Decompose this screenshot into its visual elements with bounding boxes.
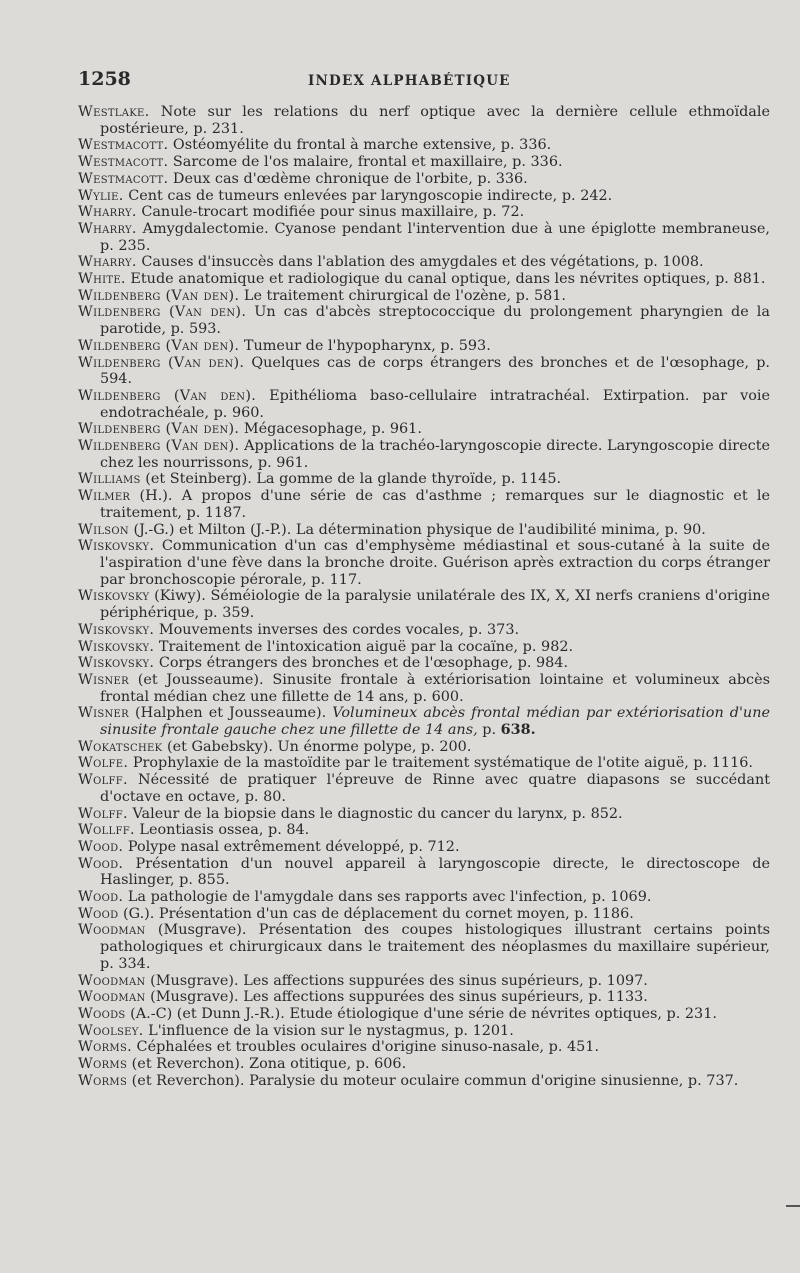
index-entry xyxy=(78,772,770,805)
author-name: White. xyxy=(78,271,126,288)
index-entry xyxy=(78,154,770,171)
entry-text: Valeur de la biopsie dans le diagnostic du cancer du larynx, p. 852. xyxy=(127,805,623,822)
author-name: Wildenberg (Van den). xyxy=(78,421,240,438)
index-entry xyxy=(78,989,770,1006)
index-entry xyxy=(78,672,770,705)
author-name: Woodman xyxy=(78,989,146,1006)
index-entry xyxy=(78,271,770,288)
entry-text: Prophylaxie de la mastoïdite par le traitement systématique de l'otite aiguë, p. 1116. xyxy=(128,755,753,772)
index-entry xyxy=(78,538,770,588)
entry-text: Deux cas d'œdème chronique de l'orbite, p. 336. xyxy=(168,170,528,187)
entry-italic-title: Volumineux abcès frontal médian par extériorisation d'une sinusite frontale gauche chez une fillette de 14 ans, xyxy=(100,705,770,739)
index-entry xyxy=(78,488,770,521)
index-entry xyxy=(78,739,770,756)
author-name: Woods xyxy=(78,1005,126,1022)
index-entry xyxy=(78,188,770,205)
entry-text: Note sur les relations du nerf optique avec la dernière cellule ethmoïdale postérieure, p. 231. xyxy=(100,104,770,137)
entry-text: (et Steinberg). La gomme de la glande thyroïde, p. 1145. xyxy=(140,471,562,488)
entry-text: Applications de la trachéo-laryngoscopie directe. Laryngoscopie directe chez les nourrissons, p. 961. xyxy=(100,438,770,471)
author-name: Wood. xyxy=(78,889,124,906)
entry-text: La pathologie de l'amygdale dans ses rapports avec l'infection, p. 1069. xyxy=(123,889,652,906)
entry-text: Leontiasis ossea, p. 84. xyxy=(134,822,310,839)
index-entry xyxy=(78,839,770,856)
author-name: Worms xyxy=(78,1056,128,1073)
author-name: Williams xyxy=(78,471,141,488)
entry-page-prefix: p. xyxy=(477,722,501,739)
author-name: Wildenberg (Van den). xyxy=(78,354,245,371)
author-name: Woodman xyxy=(78,972,146,989)
author-name: Woodman xyxy=(78,922,146,939)
author-name: Wharry. xyxy=(78,254,137,271)
entry-text: Causes d'insuccès dans l'ablation des amygdales et des végétations, p. 1008. xyxy=(136,254,704,271)
author-name: Wilmer xyxy=(78,488,131,505)
index-entry xyxy=(78,1039,770,1056)
index-entry xyxy=(78,755,770,772)
author-name: Wiskovsky. xyxy=(78,638,155,655)
author-name: Wildenberg (Van den). xyxy=(78,438,240,455)
entry-text: (Musgrave). Les affections suppurées des sinus supérieurs, p. 1097. xyxy=(145,972,648,989)
author-name: Wylie. xyxy=(78,187,124,204)
entry-text: Céphalées et troubles oculaires d'origine sinuso-nasale, p. 451. xyxy=(131,1039,600,1056)
entry-text: (Musgrave). Présentation des coupes histologiques illustrant certains points pathologiques et chirurgicaux dans le traitement des néoplasmes du maxillaire supérieur, p. 334. xyxy=(100,922,770,972)
index-entry xyxy=(78,355,770,388)
index-entry xyxy=(78,288,770,305)
index-entry xyxy=(78,822,770,839)
author-name: Wharry. xyxy=(78,204,137,221)
index-entry xyxy=(78,388,770,421)
index-entry xyxy=(78,1056,770,1073)
author-name: Wolff. xyxy=(78,805,128,822)
author-name: Wildenberg (Van den). xyxy=(78,304,247,321)
index-entries xyxy=(78,104,770,1089)
entry-page-number: 638. xyxy=(500,721,536,739)
entry-text: Le traitement chirurgical de l'ozène, p. 581. xyxy=(239,287,567,304)
index-entry xyxy=(78,1023,770,1040)
author-name: Worms. xyxy=(78,1039,132,1056)
author-name: Wilson xyxy=(78,521,129,538)
entry-text: Canule-trocart modifiée pour sinus maxillaire, p. 72. xyxy=(136,204,525,221)
entry-text: Mégacesophage, p. 961. xyxy=(239,421,422,438)
index-entry xyxy=(78,705,770,738)
author-name: Wokatschek xyxy=(78,738,163,755)
index-entry xyxy=(78,438,770,471)
entry-text: Ostéomyélite du frontal à marche extensive, p. 336. xyxy=(168,137,552,154)
index-entry xyxy=(78,471,770,488)
index-entry xyxy=(78,421,770,438)
entry-text: (J.-G.) et Milton (J.-P.). La détermination physique de l'audibilité minima, p. 90. xyxy=(128,521,706,538)
entry-text: Un cas d'abcès streptococcique du prolongement pharyngien de la parotide, p. 593. xyxy=(100,304,770,338)
entry-text: Nécessité de pratiquer l'épreuve de Rinne avec quatre diapasons se succédant d'octave en octave, p. 80. xyxy=(100,772,770,805)
entry-text: Amygdalectomie. Cyanose pendant l'intervention due à une épiglotte membraneuse, p. 235. xyxy=(100,220,770,254)
entry-text: (Halphen et Jousseaume). xyxy=(128,705,333,722)
entry-text: Traitement de l'intoxication aiguë par la cocaïne, p. 982. xyxy=(154,638,574,655)
author-name: Wisner xyxy=(78,705,129,722)
author-name: Wood. xyxy=(78,838,124,855)
entry-text: (et Reverchon). Paralysie du moteur oculaire commun d'origine sinusienne, p. 737. xyxy=(127,1072,739,1089)
running-title: INDEX ALPHABÉTIQUE xyxy=(308,73,511,89)
index-entry xyxy=(78,1006,770,1023)
entry-text: Présentation d'un nouvel appareil à laryngoscopie directe, le directoscope de Haslinger, p. 855. xyxy=(100,855,770,889)
author-name: Wisner xyxy=(78,671,129,688)
entry-text: Communication d'un cas d'emphysème médiastinal et sous-cutané à la suite de l'aspiration d'une fève dans la bronche droite. Guérison après extraction du corps étranger par bronchoscopie pérorale, p. 117. xyxy=(100,538,770,588)
author-name: Wharry. xyxy=(78,220,137,237)
index-entry xyxy=(78,588,770,621)
entry-text: Epithélioma baso-cellulaire intratrachéal. Extirpation. par voie endotrachéale, p. 960. xyxy=(100,387,770,421)
entry-text: Tumeur de l'hypopharynx, p. 593. xyxy=(239,337,491,354)
page-header xyxy=(78,68,770,102)
entry-text: Polype nasal extrêmement développé, p. 712. xyxy=(123,838,460,855)
index-entry xyxy=(78,922,770,972)
author-name: Wood xyxy=(78,905,119,922)
index-entry xyxy=(78,338,770,355)
author-name: Wiskovsky. xyxy=(78,538,155,555)
index-entry xyxy=(78,171,770,188)
entry-text: (et Gabebsky). Un énorme polype, p. 200. xyxy=(162,738,472,755)
entry-text: Quelques cas de corps étrangers des bronches et de l'œsophage, p. 594. xyxy=(100,354,770,388)
author-name: Wildenberg (Van den). xyxy=(78,337,240,354)
author-name: Westmacott. xyxy=(78,170,169,187)
author-name: Wolfe. xyxy=(78,755,129,772)
index-entry xyxy=(78,304,770,337)
index-entry xyxy=(78,522,770,539)
author-name: Westlake. xyxy=(78,104,150,120)
index-entry xyxy=(78,856,770,889)
entry-text: (Musgrave). Les affections suppurées des sinus supérieurs, p. 1133. xyxy=(145,989,648,1006)
entry-text: Corps étrangers des bronches et de l'œsophage, p. 984. xyxy=(154,655,569,672)
author-name: Wildenberg (Van den). xyxy=(78,287,240,304)
entry-text: (H.). A propos d'une série de cas d'asthme ; remarques sur le diagnostic et le traitement, p. 1187. xyxy=(100,488,770,521)
index-entry xyxy=(78,104,770,137)
index-entry xyxy=(78,639,770,656)
author-name: Worms xyxy=(78,1072,128,1089)
index-entry xyxy=(78,254,770,271)
author-name: Westmacott. xyxy=(78,154,169,171)
entry-text: Sarcome de l'os malaire, frontal et maxillaire, p. 336. xyxy=(168,154,563,171)
entry-text: Mouvements inverses des cordes vocales, p. 373. xyxy=(154,621,520,638)
entry-text: (G.). Présentation d'un cas de déplacement du cornet moyen, p. 1186. xyxy=(118,905,634,922)
author-name: Wildenberg (Van den). xyxy=(78,387,257,404)
index-entry xyxy=(78,889,770,906)
entry-text: (et Jousseaume). Sinusite frontale à extériorisation lointaine et volumineux abcès frontal médian chez une fillette de 14 ans, p. 600. xyxy=(100,671,770,705)
author-name: Woolsey. xyxy=(78,1022,144,1039)
author-name: Wood. xyxy=(78,855,124,872)
entry-text: Etude anatomique et radiologique du canal optique, dans les névrites optiques, p. 881. xyxy=(125,271,766,288)
author-name: Wolff. xyxy=(78,772,128,789)
edge-mark xyxy=(786,1205,800,1207)
index-entry xyxy=(78,973,770,990)
author-name: Wiskovsky. xyxy=(78,655,155,672)
index-entry xyxy=(78,806,770,823)
page-number: 1258 xyxy=(78,68,131,90)
index-entry xyxy=(78,137,770,154)
index-entry xyxy=(78,1073,770,1090)
index-entry xyxy=(78,655,770,672)
index-entry xyxy=(78,204,770,221)
entry-text: Cent cas de tumeurs enlevées par laryngoscopie indirecte, p. 242. xyxy=(123,187,613,204)
index-entry xyxy=(78,622,770,639)
entry-text: (Kiwy). Séméiologie de la paralysie unilatérale des IX, X, XI nerfs craniens d'origine périphérique, p. 359. xyxy=(100,588,770,622)
entry-text: (et Reverchon). Zona otitique, p. 606. xyxy=(127,1056,407,1073)
author-name: Wiskovsky. xyxy=(78,621,155,638)
author-name: Wiskovsky xyxy=(78,588,150,605)
author-name: Westmacott. xyxy=(78,137,169,154)
index-entry xyxy=(78,221,770,254)
index-entry xyxy=(78,906,770,923)
entry-text: (A.-C) (et Dunn J.-R.). Etude étiologique d'une série de névrites optiques, p. 231. xyxy=(125,1005,717,1022)
entry-text: L'influence de la vision sur le nystagmus, p. 1201. xyxy=(143,1022,514,1039)
author-name: Wollff. xyxy=(78,822,135,839)
